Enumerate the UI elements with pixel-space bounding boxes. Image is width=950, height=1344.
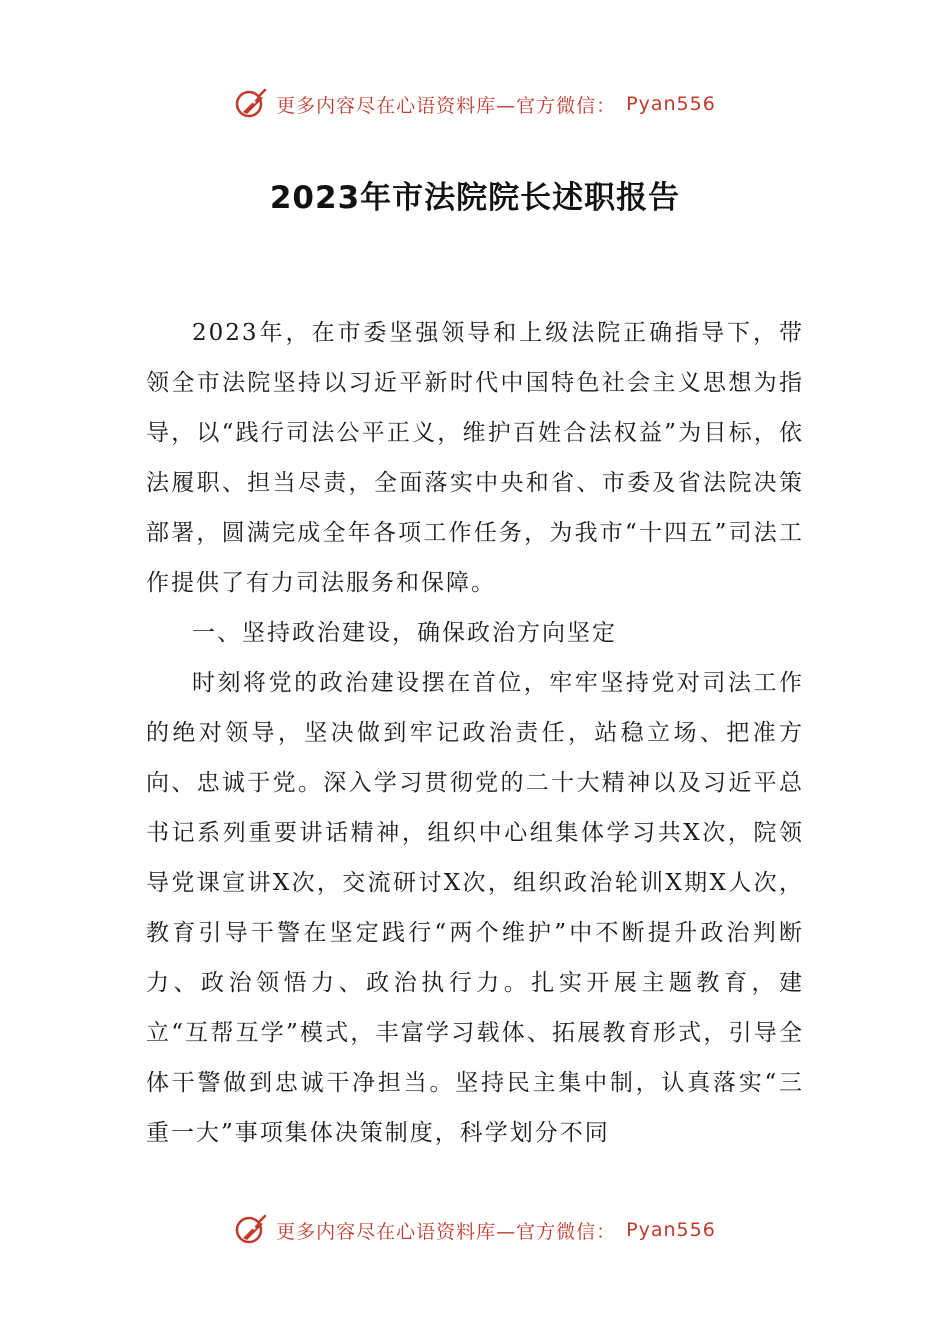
document-body xyxy=(146,308,804,1158)
pen-nib-logo-icon xyxy=(234,1213,268,1247)
watermark-wechat-id: Pyan556 xyxy=(626,1219,716,1241)
document-title: 2023年市法院院长述职报告 xyxy=(269,180,681,216)
watermark-wechat-id: Pyan556 xyxy=(626,93,716,115)
pen-nib-logo-icon xyxy=(234,87,268,121)
section-heading-1: 一、坚持政治建设，确保政治方向坚定 xyxy=(192,620,617,646)
section-1-paragraph: 时刻将党的政治建设摆在首位，牢牢坚持党对司法工作的绝对领导，坚决做到牢记政治责任，站稳立场、把准方向、忠诚于党。深入学习贯彻党的二十大精神以及习近平总书记系列重要讲话精神，组织中心组集体学习共X次，院领导党课宣讲X次，交流研讨X次，组织政治轮训X期X人次，教育引导干警在坚定践行“两个维护”中不断提升政治判断力、政治领悟力、政治执行力。扎实开展主题教育，建立“互帮互学”模式，丰富学习载体、拓展教育形式，引导全体干警做到忠诚干净担当。坚持民主集中制，认真落实“三重一大”事项集体决策制度，科学划分不同 xyxy=(146,670,804,1146)
watermark-text: 更多内容尽在心语资料库—官方微信： xyxy=(276,94,617,117)
intro-paragraph: 2023年，在市委坚强领导和上级法院正确指导下，带领全市法院坚持以习近平新时代中国特色社会主义思想为指导，以“践行司法公平正义，维护百姓合法权益”为目标，依法履职、担当尽责，全面落实中央和省、市委及省法院决策部署，圆满完成全年各项工作任务，为我市“十四五”司法工作提供了有力司法服务和保障。 xyxy=(146,320,804,596)
watermark-banner-bottom xyxy=(0,1208,950,1252)
watermark-banner-top xyxy=(0,82,950,126)
watermark-text: 更多内容尽在心语资料库—官方微信： xyxy=(276,1220,617,1243)
